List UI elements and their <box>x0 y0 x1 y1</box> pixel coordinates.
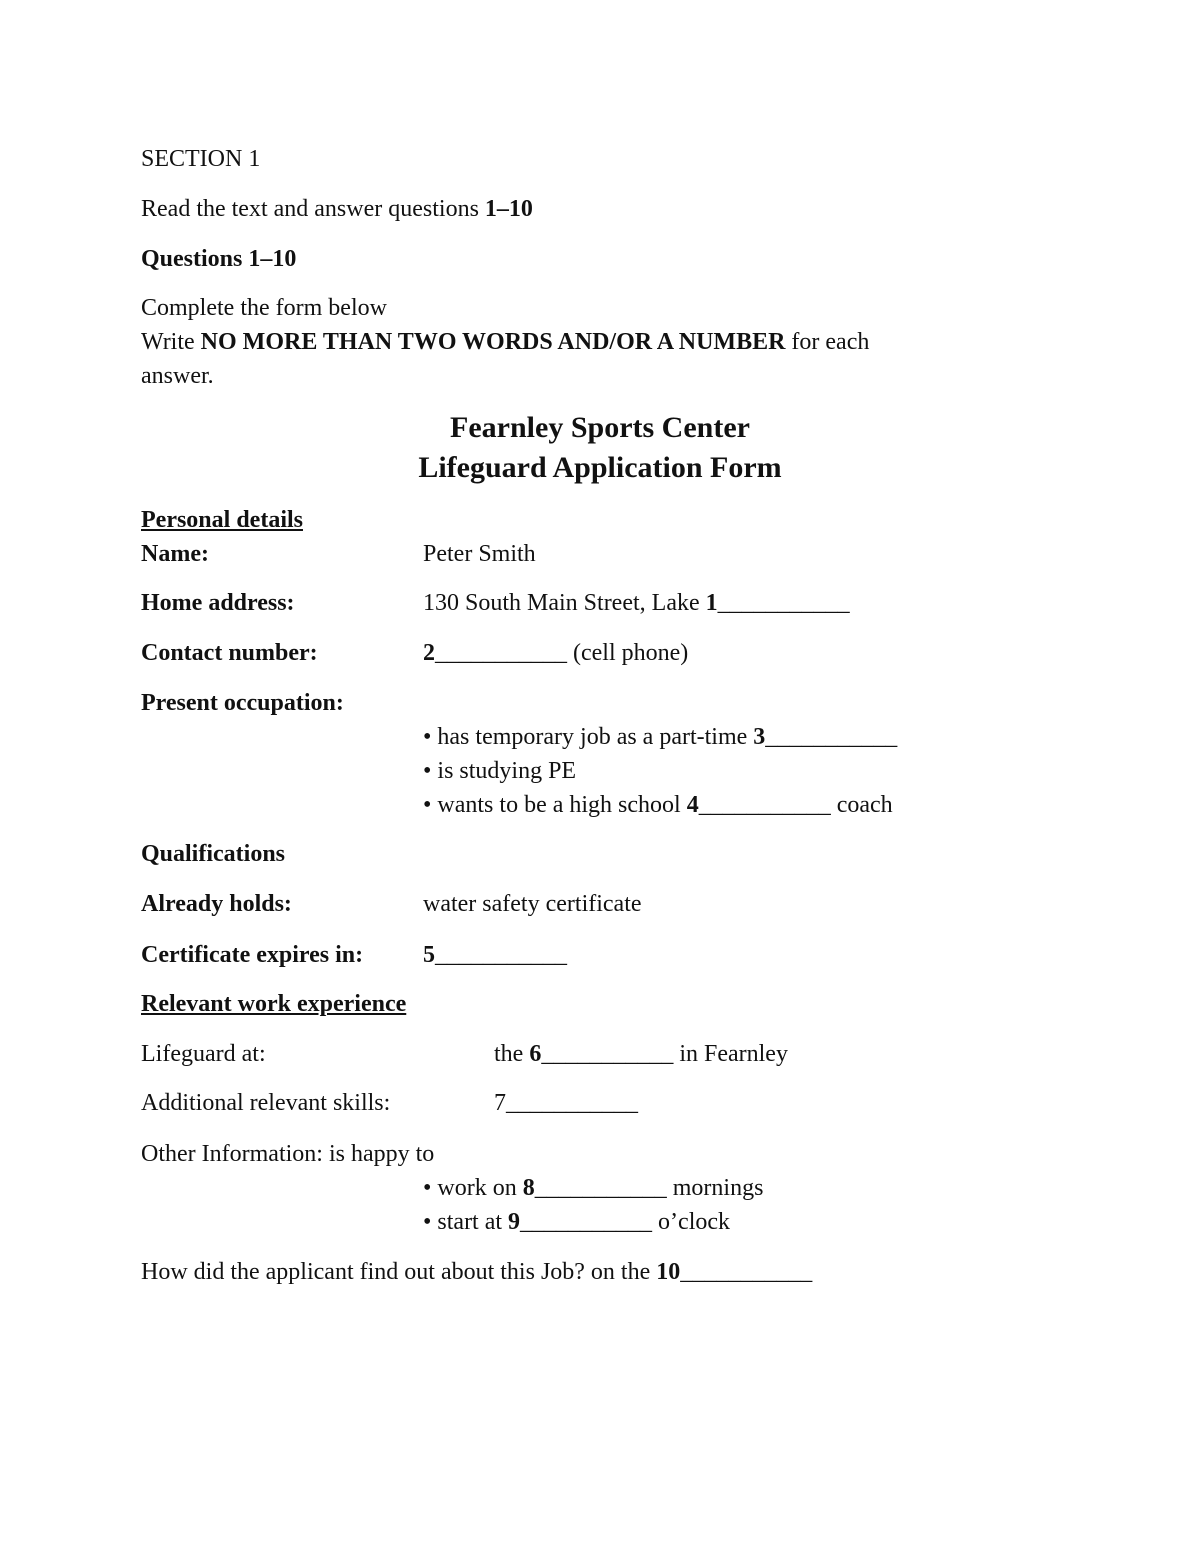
answer-blank-7[interactable]: ___________ <box>506 1090 638 1116</box>
name-label: Name: <box>141 541 209 567</box>
other-item-1-suffix: mornings <box>666 1175 764 1201</box>
question-4-number: 4 <box>686 792 699 818</box>
question-9-number: 9 <box>508 1209 521 1235</box>
certificate-expires-label: Certificate expires in: <box>141 942 364 968</box>
other-item-1 <box>423 1171 763 1205</box>
other-information-label: Other Information: is happy to <box>141 1141 435 1167</box>
question-5-number: 5 <box>423 942 435 968</box>
occupation-item-1 <box>423 720 897 754</box>
lifeguard-post: in Fearnley <box>673 1041 788 1067</box>
find-out-line <box>141 1255 812 1289</box>
address-label: Home address: <box>141 590 295 616</box>
answer-blank-1[interactable]: ___________ <box>717 590 850 616</box>
occupation-item-3-suffix: coach <box>830 792 893 818</box>
answer-blank-5[interactable]: ___________ <box>435 942 567 968</box>
write-instruction-cont: answer. <box>141 363 214 389</box>
other-item-2 <box>423 1205 730 1239</box>
other-item-2-text: • start at <box>423 1209 509 1235</box>
write-pre: Write <box>141 329 201 355</box>
answer-blank-2[interactable]: ___________ <box>435 640 567 666</box>
already-holds-label: Already holds: <box>141 891 292 917</box>
contact-value <box>423 636 688 670</box>
address-text: 130 South Main Street, Lake <box>423 590 706 616</box>
answer-blank-6[interactable]: ___________ <box>541 1041 674 1067</box>
question-8-number: 8 <box>522 1175 535 1201</box>
occupation-item-3 <box>423 788 893 822</box>
write-instruction <box>141 325 869 359</box>
question-10-number: 10 <box>656 1259 681 1285</box>
answer-blank-8[interactable]: ___________ <box>534 1175 667 1201</box>
instruction-line <box>141 192 533 226</box>
other-item-1-text: • work on <box>423 1175 523 1201</box>
occupation-item-3-text: • wants to be a high school <box>423 792 687 818</box>
occupation-item-2: • is studying PE <box>423 758 577 784</box>
certificate-expires-value <box>423 938 567 972</box>
occupation-item-1-text: • has temporary job as a part-time <box>423 724 754 750</box>
questions-heading: Questions 1–10 <box>141 246 297 272</box>
find-out-text: How did the applicant find out about this Job? on the <box>141 1259 657 1285</box>
skills-value <box>494 1086 638 1120</box>
write-post: for each <box>785 329 870 355</box>
already-holds-value: water safety certificate <box>423 891 642 917</box>
lifeguard-label: Lifeguard at: <box>141 1041 266 1067</box>
instruction-range: 1–10 <box>484 196 533 222</box>
occupation-label: Present occupation: <box>141 690 344 716</box>
answer-blank-9[interactable]: ___________ <box>520 1209 653 1235</box>
other-item-2-suffix: o’clock <box>652 1209 731 1235</box>
lifeguard-pre: the <box>494 1041 530 1067</box>
question-2-number: 2 <box>423 640 435 666</box>
question-1-number: 1 <box>705 590 718 616</box>
skills-label: Additional relevant skills: <box>141 1090 391 1116</box>
contact-suffix: (cell phone) <box>567 640 689 666</box>
qualifications-heading: Qualifications <box>141 841 286 867</box>
address-value <box>423 586 850 620</box>
lifeguard-value <box>494 1037 788 1071</box>
form-title: Fearnley Sports Center <box>450 411 750 444</box>
section-label: SECTION 1 <box>141 146 261 172</box>
work-experience-heading: Relevant work experience <box>141 991 407 1017</box>
instruction-text: Read the text and answer questions <box>141 196 485 222</box>
personal-details-heading: Personal details <box>141 507 303 533</box>
question-6-number: 6 <box>529 1041 542 1067</box>
write-bold: NO MORE THAN TWO WORDS AND/OR A NUMBER <box>200 329 786 355</box>
answer-blank-10[interactable]: ___________ <box>680 1259 813 1285</box>
contact-label: Contact number: <box>141 640 318 666</box>
form-subtitle: Lifeguard Application Form <box>418 451 782 484</box>
answer-blank-3[interactable]: ___________ <box>765 724 898 750</box>
answer-blank-4[interactable]: ___________ <box>698 792 831 818</box>
question-7-number: 7 <box>494 1090 506 1116</box>
name-value: Peter Smith <box>423 541 536 567</box>
question-3-number: 3 <box>753 724 766 750</box>
complete-form-text: Complete the form below <box>141 295 387 321</box>
